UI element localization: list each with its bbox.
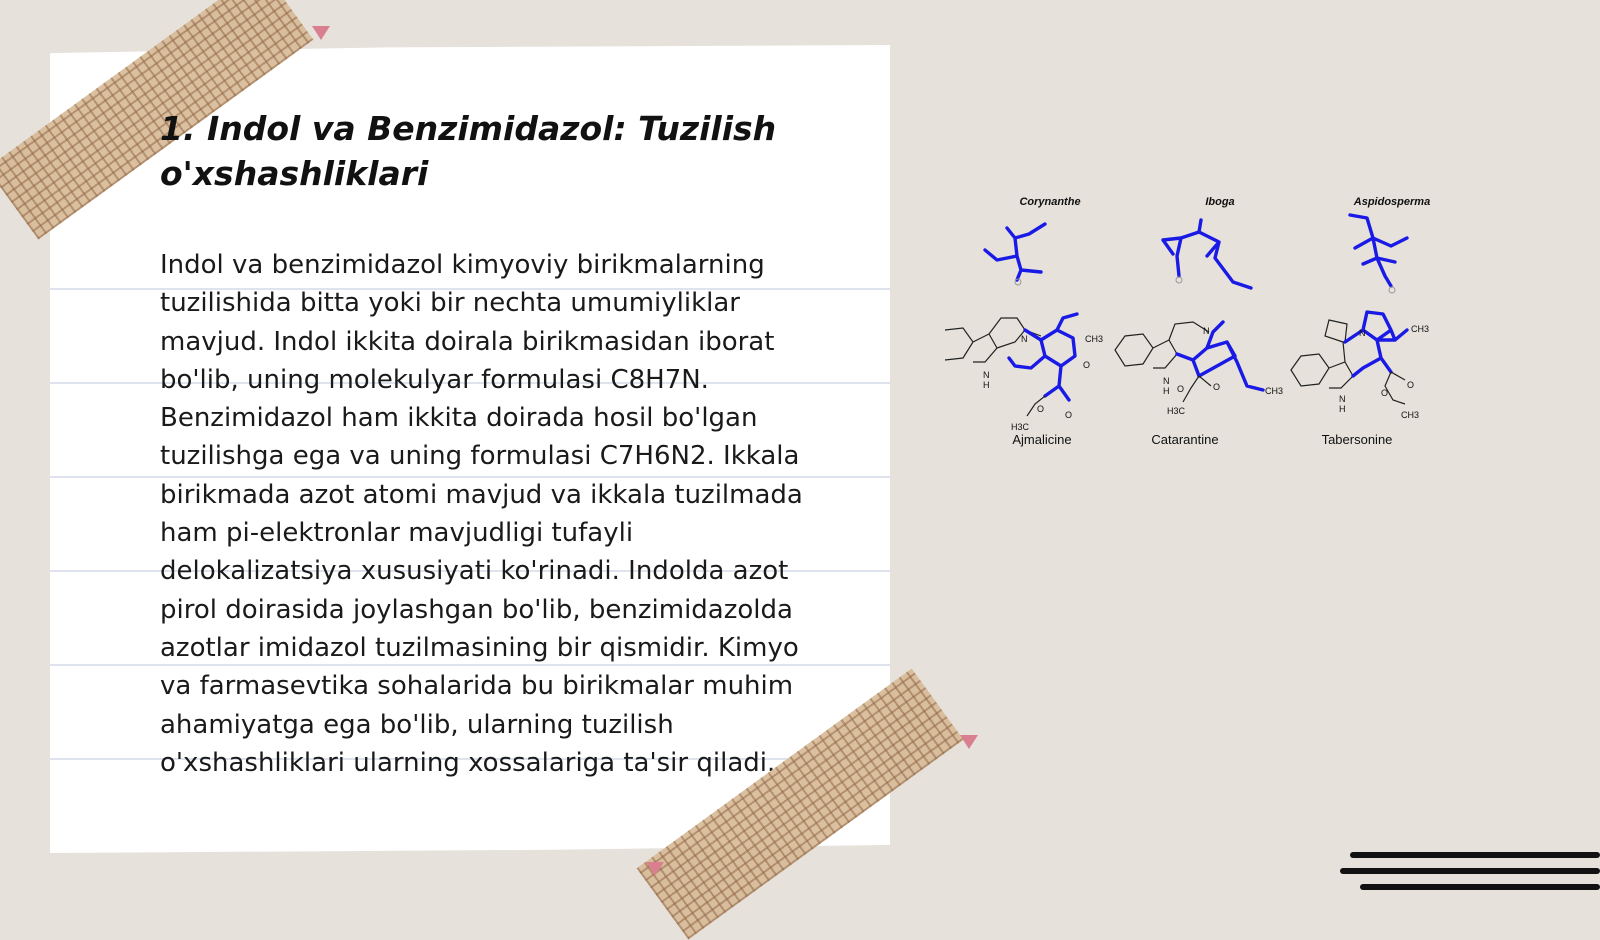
atom-label-n: N [1163,376,1170,386]
atom-label-n: N [1203,326,1210,336]
atom-label-n: N [1339,394,1346,404]
atom-label-ch3: CH3 [1085,334,1104,344]
pin-marker-icon [960,735,978,749]
structures-svg [945,190,1455,470]
atom-label-o: O [1213,382,1221,392]
compound-name-tabersonine: Tabersonine [1321,432,1393,447]
atom-label-h: H [1163,386,1170,396]
atom-label-h3c: H3C [1167,406,1186,416]
atom-label-o: O [1177,384,1185,394]
skeleton-label-corynanthe: Corynanthe [1019,196,1081,208]
atom-label-ch3: CH3 [1401,410,1420,420]
alkaloid-structures-figure [945,190,1455,470]
compound-name-catarantine: Catarantine [1151,432,1219,447]
atom-label-n: N [1359,328,1366,338]
structure-catarantine [1115,322,1283,447]
atom-label-n: N [983,370,990,380]
atom-label-o: O [1083,360,1091,370]
atom-label-h3c: H3C [1011,422,1030,432]
atom-label-ch3: CH3 [1265,386,1284,396]
skeleton-label-iboga: Iboga [1205,196,1235,208]
structure-tabersonine [1291,312,1429,447]
pin-marker-icon [646,862,664,876]
skeleton-label-aspidosperma: Aspidosperma [1353,196,1431,208]
slide-title: 1. Indol va Benzimidazol: Tuzilish o'xshashliklari [160,109,777,193]
decorative-scribble-line [1350,852,1600,858]
skeleton-iboga [1163,220,1251,288]
skeleton-corynanthe [985,224,1045,285]
atom-label-o: O [1037,404,1045,414]
pin-marker-icon [312,26,330,40]
decorative-scribble-line [1360,884,1600,890]
atom-label-o: O [1065,410,1073,420]
atom-label-n: N [1021,334,1028,344]
slide-body-text: Indol va benzimidazol kimyoviy birikmalarning tuzilishida bitta yoki bir nechta umumiyliklar mavjud. Indol ikkita doirala birikmasidan iborat bo'lib, uning molekulyar formulasi C8H7N. Benzimidazol ham ikkita doirada hosil bo'lgan tuzilishga ega va uning formulasi C7H6N2. Ikkala birikmada azot atomi mavjud va ikkala tuzilmada ham pi-elektronlar mavjudligi tufayli delokalizatsiya xususiyati ko'rinadi. Indolda azot pirol doirasida joylashgan bo'lib, benzimidazolda azotlar imidazol tuzilmasining bir qismidir. Kimyo va farmasevtika sohalarida bu birikmalar muhim ahamiyatga ega bo'lib, ularning tuzilish o'xshashliklari ularning xossalariga ta'sir qiladi. [160,250,803,778]
structure-ajmalicine [945,314,1103,447]
atom-label-o: O [1407,380,1415,390]
decorative-scribble-line [1340,868,1600,874]
atom-label-h: H [1339,404,1346,414]
atom-label-h: H [983,380,990,390]
compound-name-ajmalicine: Ajmalicine [1012,432,1072,447]
skeleton-aspidosperma [1350,215,1407,293]
atom-label-ch3: CH3 [1411,324,1430,334]
atom-label-o: O [1381,388,1389,398]
